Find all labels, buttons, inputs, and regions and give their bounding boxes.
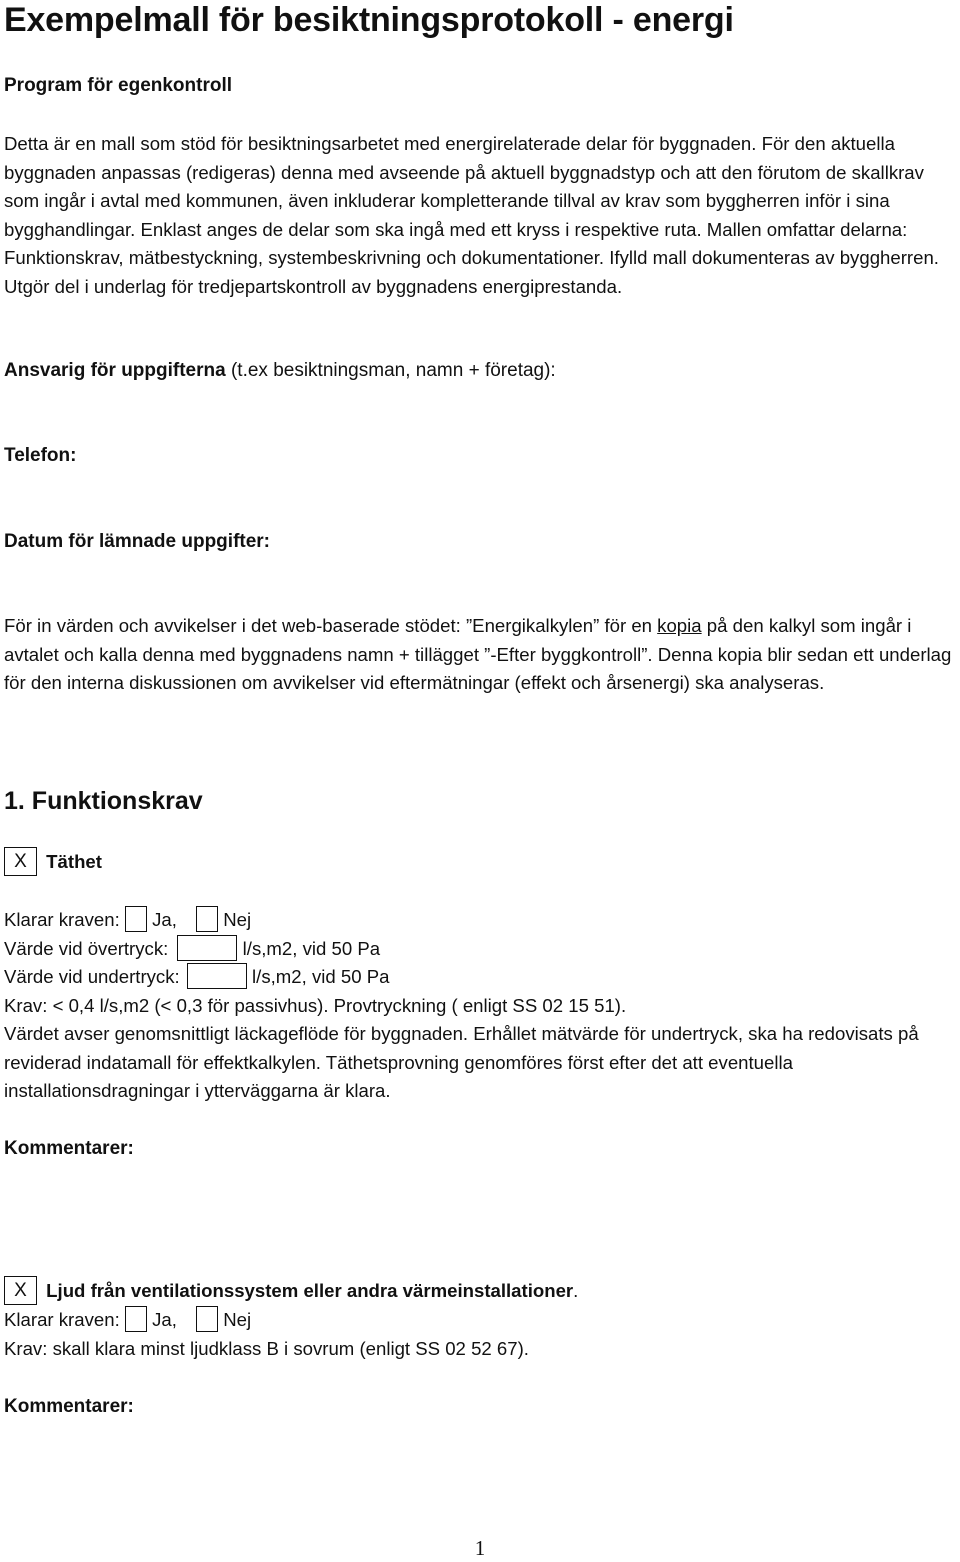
no-label: Nej — [223, 909, 252, 930]
tathet-header — [4, 848, 102, 878]
intro-paragraph: Detta är en mall som stöd för besiktningsarbetet med energirelaterade delar för byggnaden. För den aktuella byggnaden anpassas (redigeras) denna med avseende på aktuell byggnadstyp och att den förutom de skallkrav som ingår i avtal med kommunen, även inkluderar kompletterande tillval av krav som byggherren inför i sina bygghandlingar. Enklast anges de delar som ska ingå med ett kryss i respektive ruta. Mallen omfattar delarna: Funktionskrav, mätbestyckning, systembeskrivning och dokumentationer. Ifylld mall dokumenteras av byggherren. Utgör del i underlag för tredjepartskontroll av byggnadens energiprestanda. — [4, 133, 939, 297]
overpressure-row — [4, 935, 380, 963]
page-subtitle: Program för egenkontroll — [4, 75, 233, 96]
responsible-label: Ansvarig för uppgifterna — [4, 360, 226, 381]
page-title: Exempelmall för besiktningsprotokoll - energi — [4, 1, 734, 39]
ljud-title: Ljud från ventilationssystem eller andra värmeinstallationer — [46, 1280, 574, 1301]
ljud-yes-label: Ja, — [152, 1309, 177, 1330]
underpressure-label: Värde vid undertryck: — [4, 966, 180, 987]
ljud-title-end: . — [573, 1280, 579, 1301]
ljud-header — [4, 1277, 578, 1307]
overpressure-unit: l/s,m2, vid 50 Pa — [242, 938, 381, 959]
meets-label: Klarar kraven: — [4, 909, 120, 930]
underpressure-input[interactable] — [187, 963, 247, 989]
yes-label: Ja, — [152, 909, 177, 930]
tathet-comments-label: Kommentarer: — [4, 1138, 134, 1159]
ljud-checkbox[interactable]: X — [4, 1276, 37, 1305]
phone-label: Telefon: — [4, 445, 77, 466]
ljud-no-label: Nej — [223, 1309, 252, 1330]
tathet-title: Täthet — [46, 851, 102, 872]
ljud-comments-label: Kommentarer: — [4, 1396, 134, 1417]
page-number: 1 — [474, 1536, 486, 1560]
ljud-meets-label: Klarar kraven: — [4, 1309, 120, 1330]
overpressure-input[interactable] — [177, 935, 237, 961]
no-checkbox[interactable] — [196, 906, 218, 932]
tathet-description: Värdet avser genomsnittligt läckageflöde för byggnaden. Erhållet mätvärde för undertryck, ska ha redovisats på reviderad indatamall för effektkalkylen. Täthetsprovning genomföres först efter det att eventuella installationsdragningar i ytterväggarna är klara. — [4, 1023, 919, 1102]
ljud-requirement: Krav: skall klara minst ljudklass B i sovrum (enligt SS 02 52 67). — [4, 1338, 529, 1359]
tathet-meets-row — [4, 906, 251, 934]
tathet-checkbox[interactable]: X — [4, 847, 37, 876]
date-label: Datum för lämnade uppgifter: — [4, 531, 271, 552]
responsible-field — [4, 359, 556, 383]
yes-checkbox[interactable] — [125, 906, 147, 932]
instructions-text-1: För in värden och avvikelser i det web-baserade stödet: ”Energikalkylen” för en — [4, 615, 658, 636]
overpressure-label: Värde vid övertryck: — [4, 938, 169, 959]
kopia-link[interactable]: kopia — [657, 615, 702, 636]
responsible-hint: (t.ex besiktningsman, namn + företag): — [225, 360, 556, 381]
ljud-yes-checkbox[interactable] — [125, 1306, 147, 1332]
ljud-meets-row — [4, 1306, 251, 1334]
instructions-paragraph — [4, 612, 956, 698]
ljud-no-checkbox[interactable] — [196, 1306, 218, 1332]
tathet-requirement: Krav: < 0,4 l/s,m2 (< 0,3 för passivhus). Provtryckning ( enligt SS 02 15 51). — [4, 995, 627, 1016]
underpressure-row — [4, 963, 389, 991]
underpressure-unit: l/s,m2, vid 50 Pa — [252, 966, 390, 987]
instructions-text-2: på den kalkyl som ingår i avtalet och kalla denna med byggnadens namn + tillägget ”-Efter byggkontroll”. Denna kopia blir sedan ett underlag för den interna diskussionen om avvikelser vid eftermätningar (effekt och årsenergi) ska analyseras. — [4, 615, 952, 694]
section-heading: 1. Funktionskrav — [4, 787, 203, 815]
